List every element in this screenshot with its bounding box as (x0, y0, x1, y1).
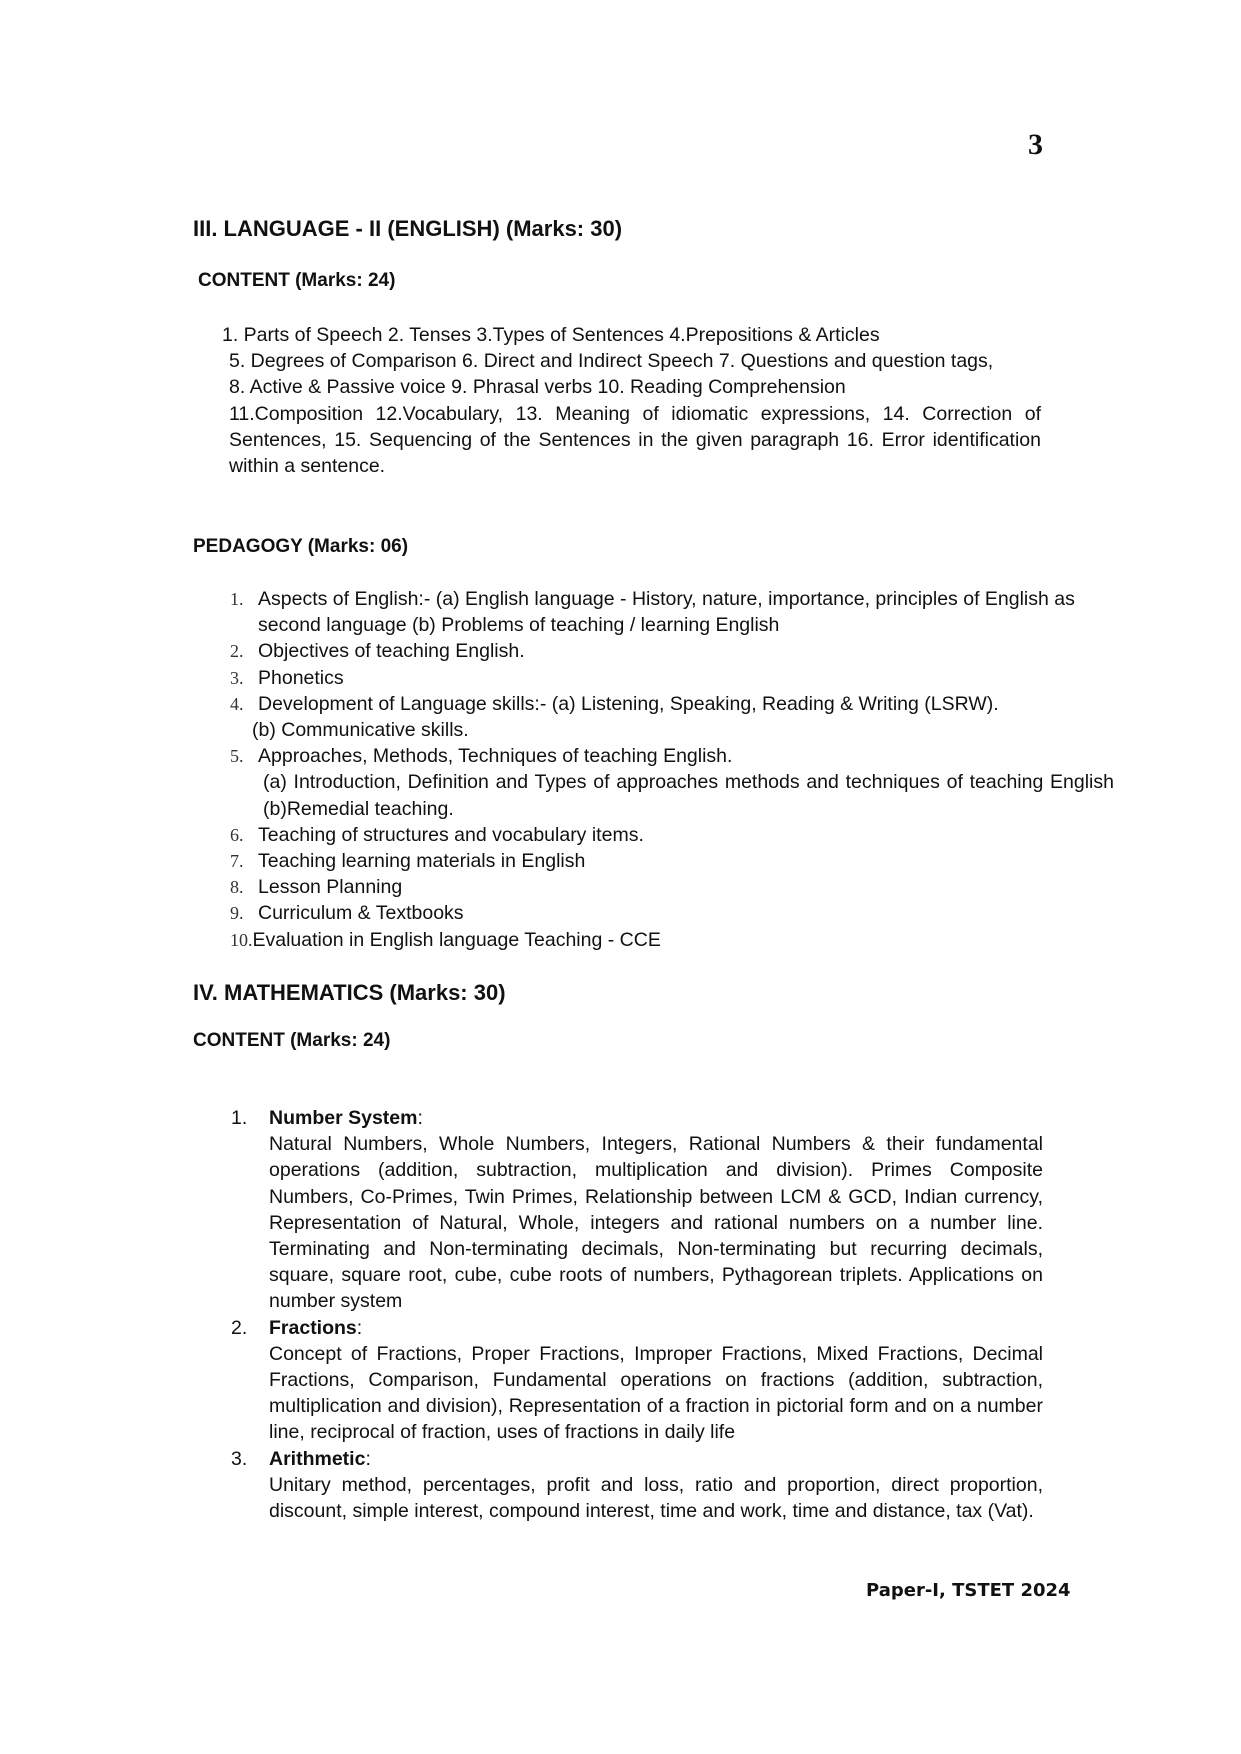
content-line-3: 8. Active & Passive voice 9. Phrasal verbs 10. Reading Comprehension (229, 376, 846, 399)
item-text: Lesson Planning (258, 876, 403, 899)
item-text: Objectives of teaching English. (258, 640, 525, 663)
item-text: Concept of Fractions, Proper Fractions, Improper Fractions, Mixed Fractions, Decimal Fractions, Comparison, Fundamental operations on fractions (addition, subtraction, multiplication and division), Representation of a fraction in pictorial form and on a number line, reciprocal of fraction, uses of fractions in daily life (269, 1342, 1043, 1444)
item-heading: Fractions: (269, 1316, 363, 1339)
pedagogy-item (230, 874, 1114, 900)
item-text: Aspects of English:- (a) English language - History, nature, importance, principles of English as second language (b) Problems of teaching / learning English (258, 588, 1075, 637)
pedagogy-item (230, 900, 1114, 926)
section-title-mathematics: IV. MATHEMATICS (Marks: 30) (193, 980, 506, 1005)
language-content-topics (222, 322, 993, 401)
item-number: 1. (230, 589, 244, 609)
math-item (231, 1105, 1043, 1315)
content-line-2: 5. Degrees of Comparison 6. Direct and Indirect Speech 7. Questions and question tags, (229, 350, 994, 373)
item-number: 8. (230, 877, 244, 898)
pedagogy-heading: PEDAGOGY (Marks: 06) (193, 536, 409, 557)
content-line-1: 1. Parts of Speech 2. Tenses 3.Types of Sentences 4.Prepositions & Articles (222, 324, 880, 346)
pedagogy-item (230, 665, 1114, 691)
item-text: Phonetics (258, 666, 344, 689)
item-text: Teaching learning materials in English (258, 850, 586, 873)
page-number: 3 (1028, 128, 1043, 161)
item-text: Approaches, Methods, Techniques of teaching English. (258, 745, 733, 768)
item-number: 3. (230, 667, 244, 688)
math-item (231, 1315, 1043, 1446)
item-number: 2. (230, 641, 244, 662)
item-text: Teaching of structures and vocabulary items. (258, 823, 644, 846)
item-number: 3. (231, 1447, 248, 1470)
item-number: 9. (230, 903, 244, 924)
math-content-list (231, 1105, 1043, 1524)
item-number: 4. (230, 693, 244, 714)
item-number: 1. (231, 1107, 248, 1129)
item-subtext: (b) Communicative skills. (252, 719, 469, 742)
pedagogy-item (230, 848, 1114, 874)
item-text: Evaluation in English language Teaching - CCE (252, 928, 661, 951)
pedagogy-item (230, 743, 1114, 822)
pedagogy-item (230, 927, 1114, 953)
item-heading: Arithmetic: (269, 1447, 371, 1470)
item-number: 10. (230, 929, 253, 950)
content-heading-language: CONTENT (Marks: 24) (198, 270, 396, 291)
content-paragraph: 11.Composition 12.Vocabulary, 13. Meaning of idiomatic expressions, 14. Correction of Sentences, 15. Sequencing of the Sentences in the given paragraph 16. Error identification within a sentence. (229, 403, 1041, 478)
item-text: Unitary method, percentages, profit and loss, ratio and proportion, direct proportion, discount, simple interest, compound interest, time and work, time and distance, tax (Vat). (269, 1473, 1043, 1523)
section-title-language: III. LANGUAGE - II (ENGLISH) (Marks: 30) (193, 216, 623, 241)
item-text: Natural Numbers, Whole Numbers, Integers, Rational Numbers & their fundamental operations (addition, subtraction, multiplication and division). Primes Composite Numbers, Co-Primes, Twin Primes, Relationship between LCM & GCD, Indian currency, Representation of Natural, Whole, integers and rational numbers on a number line. Terminating and Non-terminating decimals, Non-terminating but recurring decimals, square, square root, cube, cube roots of numbers, Pythagorean triplets. Applications on number system (269, 1133, 1043, 1313)
pedagogy-item (230, 691, 1114, 743)
pedagogy-list (230, 586, 1114, 953)
item-number: 7. (230, 851, 244, 872)
item-number: 2. (231, 1316, 248, 1339)
item-text: Curriculum & Textbooks (258, 902, 464, 925)
item-subtext: (a) Introduction, Definition and Types of approaches methods and techniques of teaching English (b)Remedial teaching. (263, 771, 1114, 820)
pedagogy-item (230, 822, 1114, 848)
page-footer: Paper-I, TSTET 2024 (866, 1580, 1071, 1601)
item-text: Development of Language skills:- (a) Listening, Speaking, Reading & Writing (LSRW). (258, 692, 999, 715)
pedagogy-item (230, 638, 1114, 664)
pedagogy-item (230, 586, 1114, 638)
content-heading-mathematics: CONTENT (Marks: 24) (193, 1030, 391, 1051)
item-number: 6. (230, 824, 244, 845)
item-number: 5. (230, 746, 244, 767)
item-heading: Number System: (269, 1107, 423, 1129)
math-item (231, 1446, 1043, 1525)
